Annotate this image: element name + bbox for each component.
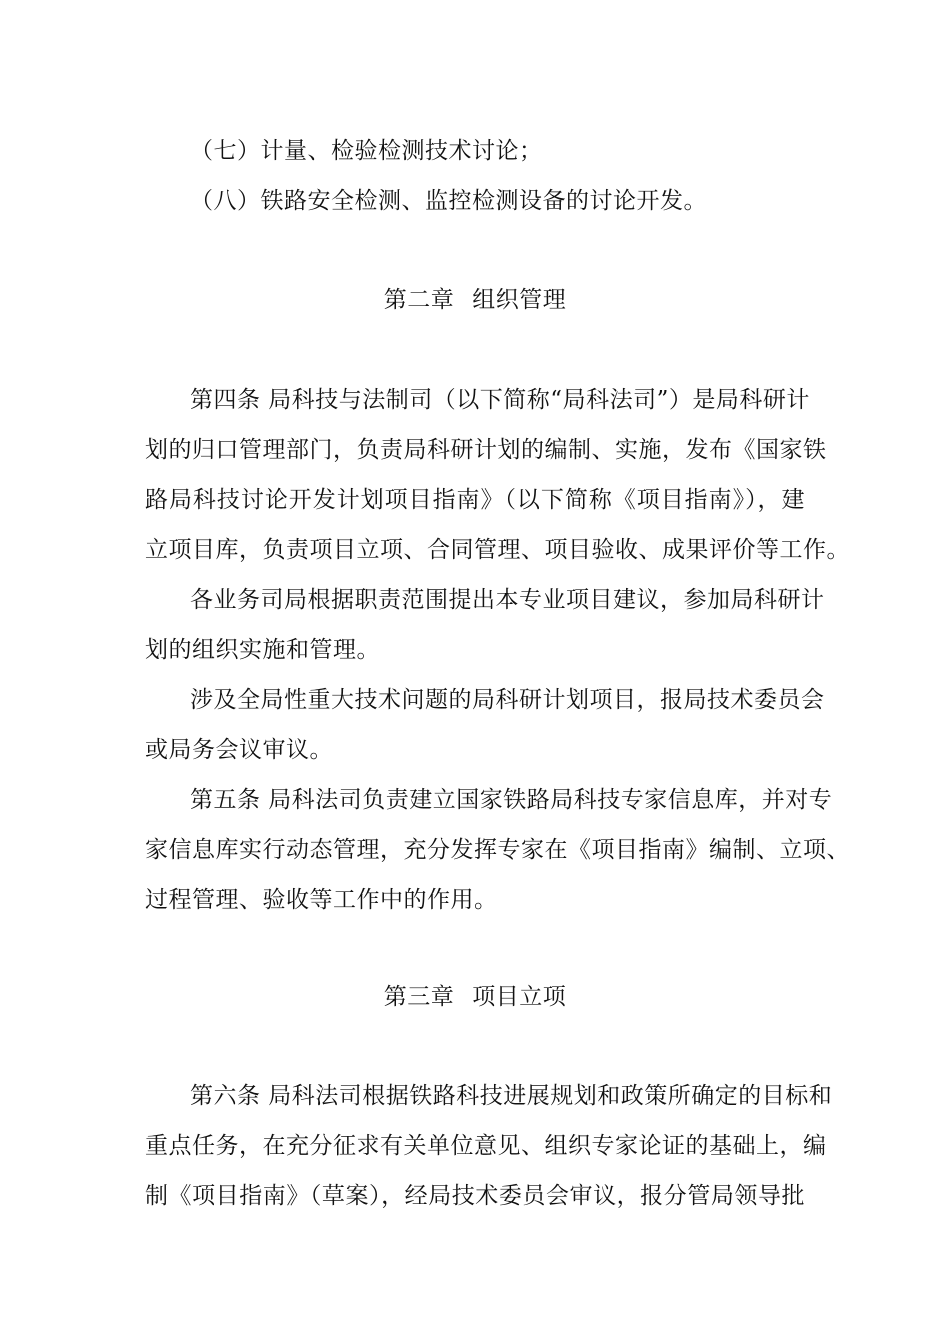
chapter-2-number: 第二章 — [383, 287, 455, 313]
article-4-line-4: 立项目库，负责项目立项、合同管理、项目验收、成果评价等工作。 — [145, 537, 850, 563]
chapter-3-title: 项目立项 — [472, 984, 567, 1010]
article-6-line-1: 第六条 局科法司根据铁路科技进展规划和政策所确定的目标和 — [190, 1083, 833, 1109]
article-5-line-3: 过程管理、验收等工作中的作用。 — [145, 887, 498, 913]
article-6-line-2: 重点任务，在充分征求有关单位意见、组织专家论证的基础上，编 — [145, 1133, 827, 1159]
article-5-line-1: 第五条 局科法司负责建立国家铁路局科技专家信息库，并对专 — [190, 787, 833, 813]
list-item-7: （七）计量、检验检测技术讨论； — [190, 138, 543, 164]
chapter-2-heading — [0, 285, 950, 315]
article-4-line-2: 划的归口管理部门，负责局科研计划的编制、实施，发布《国家铁 — [145, 437, 827, 463]
list-item-8: （八）铁路安全检测、监控检测设备的讨论开发。 — [190, 188, 707, 214]
chapter-2-title: 组织管理 — [472, 287, 567, 313]
chapter-3-number: 第三章 — [383, 984, 455, 1010]
major-issue-para-line-2: 或局务会议审议。 — [145, 737, 333, 763]
chapter-3-heading — [0, 982, 950, 1012]
business-para-line-2: 划的组织实施和管理。 — [145, 637, 380, 663]
article-4-line-3: 路局科技讨论开发计划项目指南》（以下简称《项目指南》），建 — [145, 487, 805, 513]
major-issue-para-line-1: 涉及全局性重大技术问题的局科研计划项目，报局技术委员会 — [190, 687, 825, 713]
article-5-line-2: 家信息库实行动态管理，充分发挥专家在《项目指南》编制、立项、 — [145, 837, 850, 863]
article-6-line-3: 制《项目指南》（草案），经局技术委员会审议，报分管局领导批 — [145, 1183, 805, 1209]
article-4-line-1: 第四条 局科技与法制司（以下简称“局科法司”）是局科研计 — [190, 387, 810, 413]
business-para-line-1: 各业务司局根据职责范围提出本专业项目建议，参加局科研计 — [190, 587, 825, 613]
